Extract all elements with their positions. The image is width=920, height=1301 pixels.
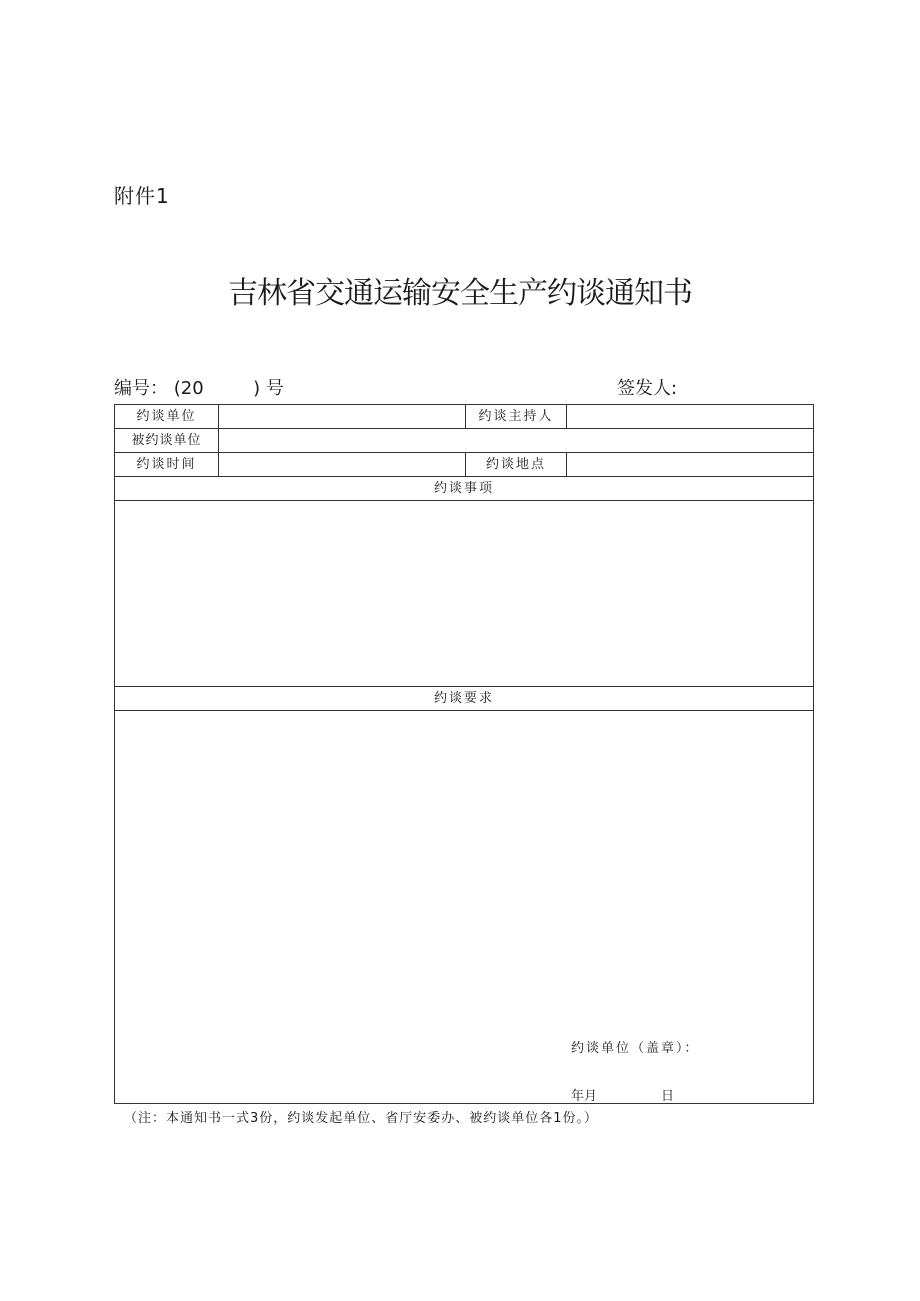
row-divider	[115, 476, 813, 477]
row-divider	[115, 500, 813, 501]
interviewed-unit-field[interactable]	[219, 430, 813, 452]
interview-form-table	[114, 404, 814, 1104]
row-divider	[115, 428, 813, 429]
initiator-unit-label: 约谈单位	[136, 409, 197, 424]
document-title: 吉林省交通运输安全生产约谈通知书	[228, 276, 692, 311]
place-label: 约谈地点	[485, 457, 546, 472]
matters-content-area[interactable]	[116, 502, 812, 685]
serial-label: 编号：	[114, 378, 168, 399]
requirements-content-area[interactable]	[116, 712, 812, 1032]
requirements-heading: 约谈要求	[433, 691, 494, 706]
date-day: 日	[661, 1089, 675, 1104]
row-divider	[115, 686, 813, 687]
row-divider	[115, 710, 813, 711]
serial-year-prefix: (20	[173, 378, 204, 399]
matters-heading: 约谈事项	[433, 481, 494, 496]
attachment-label: 附件1	[114, 184, 170, 208]
initiator-unit-field[interactable]	[219, 406, 465, 428]
serial-suffix: 号	[265, 378, 284, 399]
seal-label: 约谈单位（盖章）：	[571, 1041, 700, 1056]
date-year: 年	[571, 1089, 585, 1104]
interviewed-unit-label: 被约谈单位	[131, 433, 202, 448]
host-field[interactable]	[567, 406, 813, 428]
host-label: 约谈主持人	[478, 409, 554, 424]
date-month: 月	[584, 1089, 598, 1104]
row-divider	[115, 452, 813, 453]
time-label: 约谈时间	[136, 457, 197, 472]
time-field[interactable]	[219, 454, 465, 476]
serial-number-line	[114, 374, 284, 400]
signer-label: 签发人:	[617, 378, 678, 399]
serial-close-paren: )	[253, 378, 261, 399]
footnote: （注：本通知书一式3份，约谈发起单位、省厅安委办、被约谈单位各1份。）	[124, 1111, 599, 1126]
date-line	[571, 1085, 674, 1104]
place-field[interactable]	[567, 454, 813, 476]
